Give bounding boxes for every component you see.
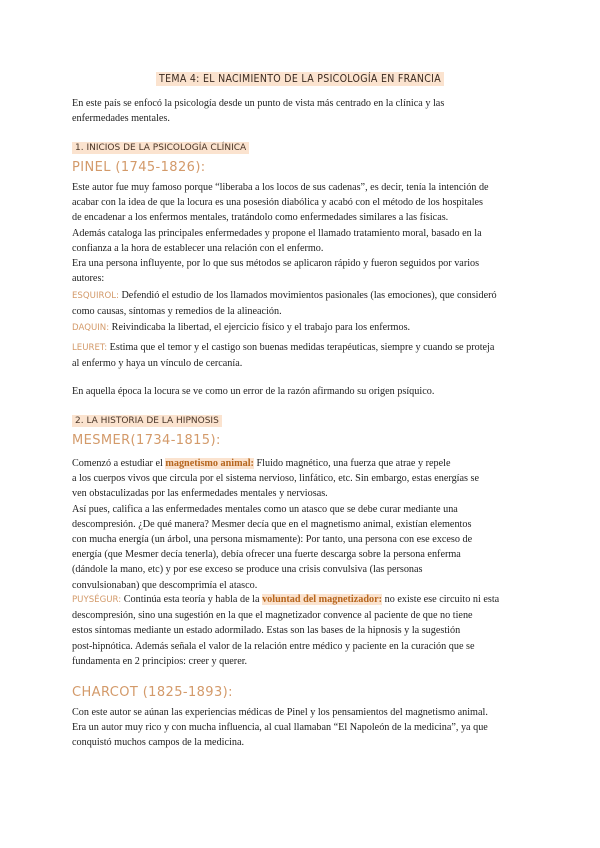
text-line: Defendió el estudio de los llamados movimientos pasionales (las emociones), que consideró: [121, 290, 497, 301]
text-line: En este país se enfocó la psicología desde un punto de vista más centrado en la clínica y las: [72, 98, 445, 109]
highlight-term: voluntad del magnetizador:: [262, 594, 383, 605]
section-heading-1: [72, 143, 249, 153]
section-heading-text: 2. LA HISTORIA DE LA HIPNOSIS: [72, 415, 222, 427]
text-line: a los cuerpos vivos que circula por el sistema nervioso, linfático, etc. Sin embargo, estas energías se: [72, 473, 480, 485]
section-heading-text: 1. INICIOS DE LA PSICOLOGÍA CLÍNICA: [72, 142, 249, 154]
text-line: confianza a la hora de establecer una relación con el enfermo.: [72, 242, 324, 254]
text-fragment: no existe ese circuito ni esta: [382, 594, 500, 605]
author-charcot: CHARCOT (1825-1893):: [72, 685, 233, 700]
author-mesmer: MESMER(1734-1815):: [72, 433, 221, 448]
text-fragment: Comenzó a estudiar el: [72, 458, 166, 469]
text-line: Con este autor se aúnan las experiencias médicas de Pinel y los pensamientos del magnetismo animal.: [72, 707, 488, 718]
text-line: En aquella época la locura se ve como un error de la razón afirmando su origen psíquico.: [72, 386, 435, 397]
text-line: (dándole la mano, etc) y por ese exceso se produce una crisis convulsiva (las personas: [72, 564, 423, 576]
text-line: autores:: [72, 273, 105, 285]
esquirol-paragraph: [72, 288, 532, 319]
text-fragment: Continúa esta teoría y habla de la: [121, 594, 263, 605]
text-line: post-hipnótica. Además señala el valor de la relación entre médico y paciente en la curación que se: [72, 640, 475, 652]
text-line: energía (que Mesmer decía tenerla), debía ofrecer una fuerte descarga sobre la persona enferma: [72, 549, 461, 561]
intro-paragraph: [72, 96, 532, 126]
text-line: al enfermo y haya un vínculo de cercanía.: [72, 358, 243, 370]
pinel-paragraph: [72, 180, 532, 286]
text-fragment: Fluido magnético, una fuerza que atrae y repele: [253, 458, 451, 469]
page-title-text: TEMA 4: EL NACIMIENTO DE LA PSICOLOGÍA EN FRANCIA: [156, 72, 444, 86]
daquin-paragraph: [72, 320, 532, 336]
closing-paragraph: [72, 384, 532, 399]
text-line: Este autor fue muy famoso porque “liberaba a los locos de sus cadenas”, es decir, tenía la intención de: [72, 182, 489, 193]
text-line: como causas, síntomas y remedios de la alineación.: [72, 306, 282, 318]
charcot-paragraph: [72, 705, 532, 751]
esquirol-tag: ESQUIROL:: [72, 291, 119, 301]
mesmer-paragraph: [72, 456, 532, 593]
text-line: conquistó muchos campos de la medicina.: [72, 737, 245, 749]
puysegur-tag: PUYSÉGUR:: [72, 595, 122, 605]
leuret-paragraph: [72, 340, 532, 371]
author-pinel: PINEL (1745-1826):: [72, 160, 206, 175]
text-line: de encadenar a los enfermos mentales, tratándolo como enfermedades similares a las físicas.: [72, 212, 449, 224]
text-line: enfermedades mentales.: [72, 113, 170, 125]
text-line: Reivindicaba la libertad, el ejercicio físico y el trabajo para los enfermos.: [111, 322, 411, 333]
text-line: convulsionaban) que descomprimía el atasco.: [72, 579, 258, 591]
leuret-tag: LEURET:: [72, 343, 108, 353]
text-line: con mucha energía (un árbol, una persona mismamente): Por tanto, una persona con ese exceso de: [72, 534, 473, 546]
puysegur-paragraph: [72, 592, 532, 669]
text-line: Era un autor muy rico y con mucha influencia, al cual llamaban “El Napoleón de la medicina”, ya que: [72, 722, 488, 734]
daquin-tag: DAQUIN:: [72, 323, 110, 333]
text-line: acabar con la idea de que la locura es una posesión diabólica y acabó con el método de los hospitales: [72, 197, 484, 209]
text-line: Además cataloga las principales enfermedades y propone el llamado tratamiento moral, basado en la: [72, 227, 482, 239]
text-line: Así pues, califica a las enfermedades mentales como un atasco que se debe curar mediante una: [72, 503, 458, 515]
highlight-term: magnetismo animal:: [165, 458, 254, 469]
text-line: Estima que el temor y el castigo son buenas medidas terapéuticas, siempre y cuando se proteja: [109, 342, 495, 353]
page-title: [150, 73, 450, 85]
text-line: ven obstaculizadas por las enfermedades mentales y nerviosas.: [72, 488, 328, 500]
text-line: Era una persona influyente, por lo que sus métodos se aplicaron rápido y fueron seguidos por varios: [72, 258, 480, 270]
text-line: fundamenta en 2 principios: creer y querer.: [72, 655, 248, 667]
text-line: descompresión, sino una sugestión en la que el magnetizador convence al paciente de que no tiene: [72, 610, 473, 622]
text-line: estos síntomas mediante un estado adormilado. Estas son las bases de la hipnosis y la sugestión: [72, 625, 461, 637]
section-heading-2: [72, 416, 222, 426]
text-line: descompresión. ¿De qué manera? Mesmer decía que en el magnetismo animal, existían elementos: [72, 518, 472, 530]
